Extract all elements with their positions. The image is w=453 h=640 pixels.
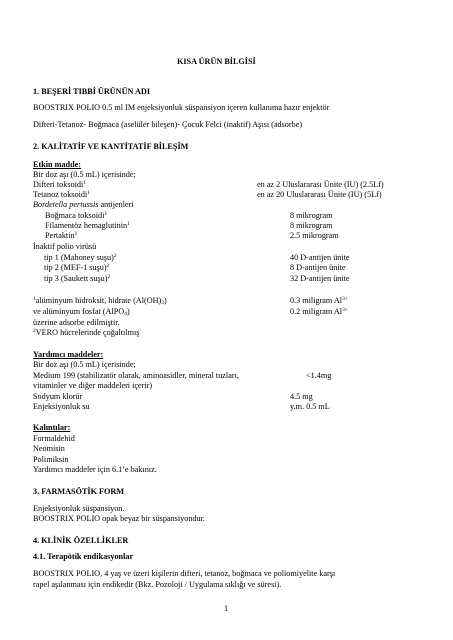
residue-polymyxin: Polimiksin: [33, 455, 69, 464]
medium-199-amount: <1.4mg: [306, 371, 332, 380]
bordetella-label: Bordetella pertussis antijenleri: [33, 200, 134, 209]
product-description-line: Difteri-Tetanoz- Boğmaca (aselüler bileşen)- Çocuk Felci (inaktif) Aşısı (adsorbe): [33, 120, 303, 129]
sodium-chloride-amount: 4.5 mg: [290, 392, 313, 401]
document-title: KISA ÜRÜN BİLGİSİ: [177, 57, 256, 66]
active-substance-title: Etkin madde:: [33, 160, 81, 169]
alum-phosphate-label: ve alüminyum fosfat (AlPO$_4$): [33, 307, 130, 317]
pertussis-toxoid-label: Boğmaca toksoidi$^1$: [45, 211, 108, 220]
dose-line: Bir doz aşı (0.5 mL) içerisinde;: [33, 170, 136, 179]
type3-label: tip 3 (Saukett suşu)$^2$: [44, 274, 111, 283]
alum-hydroxide-amount: 0.3 miligram $Al^{3+}$: [290, 296, 348, 305]
alum-hydroxide-label: $^1$alüminyum hidroksit, hidrate $(Al(OH)_3)$: [33, 296, 167, 306]
type2-amount: 8 D-antijen ünite: [290, 263, 346, 272]
tetanus-label: Tetanoz toksoidi$^1$: [33, 190, 90, 199]
type3-amount: 32 D-antijen ünite: [290, 274, 350, 283]
type1-amount: 40 D-antijen ünite: [290, 253, 350, 262]
fha-amount: 8 mikrogram: [290, 221, 333, 230]
pharmaceutical-appearance-line: BOOSTRIX POLIO opak beyaz bir süspansiyondur.: [33, 514, 205, 523]
polio-label: İnaktif polio virüsü: [33, 242, 97, 251]
diphtheria-amount: en az 2 Uluslararası Ünite (IU) (2.5Lf): [257, 180, 384, 189]
type1-label: tip 1 (Mahoney suşu)$^2$: [44, 253, 117, 262]
indication-line-1: BOOSTRIX POLIO, 4 yaş ve üzeri kişilerin difteri, tetanoz, boğmaca ve poliomiyelite karşı: [33, 569, 336, 578]
tetanus-amount: en az 20 Uluslararası Ünite (IU) (5Lf): [257, 190, 382, 199]
fha-label: Filamentöz hemaglutinin$^1$: [45, 221, 130, 230]
water-amount: y.m. 0.5 mL: [290, 402, 330, 411]
excipients-title: Yardımcı maddeler:: [33, 350, 104, 359]
product-name-line: BOOSTRIX POLIO 0.5 ml IM enjeksiyonluk süspansiyon içeren kullanıma hazır enjektör: [33, 103, 330, 112]
pertactin-label: Pertaktin$^1$: [45, 231, 78, 240]
residue-neomycin: Neomisin: [33, 444, 65, 453]
excipients-dose-line: Bir doz aşı (0.5 mL) içerisinde;: [33, 360, 136, 369]
water-label: Enjeksiyonluk su: [33, 402, 90, 411]
alum-phosphate-amount: 0.2 miligram $Al^{3+}$: [290, 307, 348, 316]
type2-label: tip 2 (MEF-1 suşu)$^2$: [44, 263, 110, 272]
pertactin-amount: 2.5 mikrogram: [290, 231, 339, 240]
section-1-heading: 1. BEŞERİ TIBBİ ÜRÜNÜN ADI: [33, 87, 151, 96]
residues-title: Kalıntılar:: [33, 423, 71, 432]
section-4-1-heading: 4.1. Terapötik endikasyonlar: [33, 552, 134, 561]
diphtheria-label: Difteri toksoidi$^1$: [33, 180, 87, 189]
adsorbed-line: üzerine adsorbe edilmiştir.: [33, 318, 120, 327]
page-number: 1: [224, 604, 229, 613]
pertussis-toxoid-amount: 8 mikrogram: [290, 211, 333, 220]
vero-line: $^2$VERO hücrelerinde çoğaltılmış: [33, 328, 140, 337]
medium-199-label: Medium 199 (stabilizatör olarak, aminoasidler, mineral tuzları,: [33, 371, 239, 380]
section-4-heading: 4. KLİNİK ÖZELLİKLER: [33, 536, 129, 545]
section-3-heading: 3. FARMASÖTİK FORM: [33, 487, 125, 496]
indication-line-2: rapel aşılanması için endikedir (Bkz. Pozoloji / Uygulama sıklığı ve süresi).: [33, 580, 282, 589]
residue-formaldehyde: Formaldehid: [33, 434, 75, 443]
medium-199-continuation: vitaminler ve diğer maddeleri içerir): [33, 381, 153, 390]
sodium-chloride-label: Sodyum klorür: [33, 392, 83, 401]
section-2-heading: 2. KALİTATİF VE KANTİTATİF BİLEŞİM: [33, 142, 189, 151]
pharmaceutical-form-line: Enjeksiyonluk süspansiyon.: [33, 504, 125, 513]
excipients-reference: Yardımcı maddeler için 6.1’e bakınız.: [33, 465, 157, 474]
